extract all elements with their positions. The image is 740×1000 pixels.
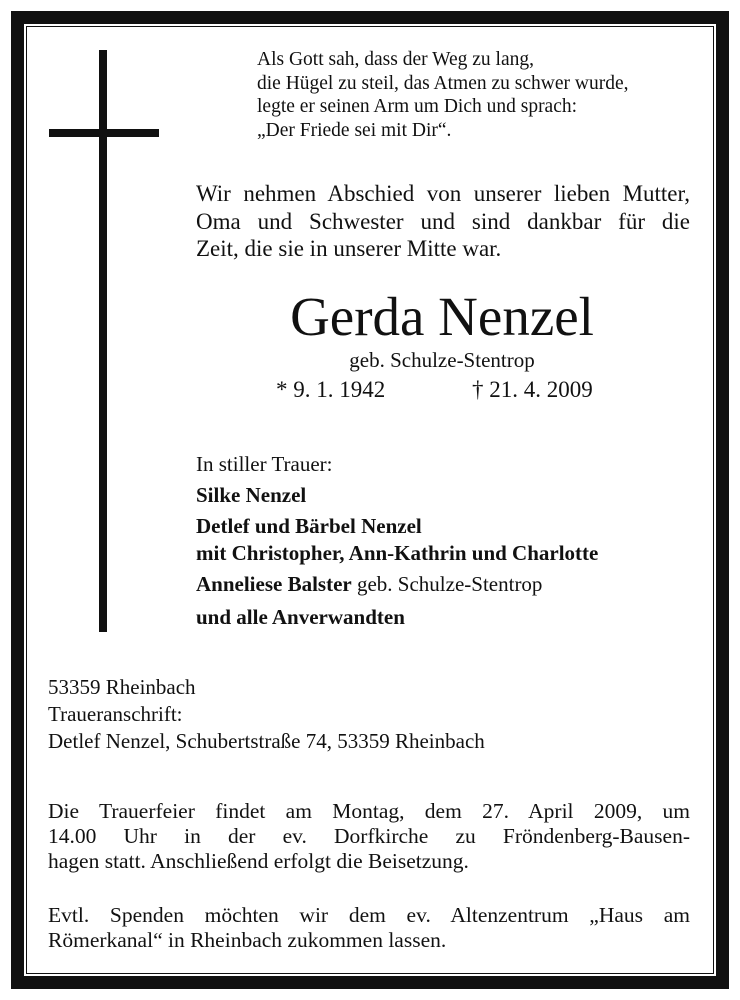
service-info <box>48 799 690 874</box>
address-label: Traueranschrift: <box>48 702 183 726</box>
donations-line: Römerkanal“ in Rheinbach zukommen lassen. <box>48 928 447 952</box>
donations-line: Evtl. Spenden möchten wir dem ev. Altenzentrum „Haus am <box>48 903 690 927</box>
mourner-name: mit Christopher, Ann-Kathrin und Charlotte <box>196 541 599 565</box>
mourner-name-bold: Anneliese Balster <box>196 572 352 596</box>
donations-info <box>48 903 690 953</box>
farewell-line: Wir nehmen Abschied von unserer lieben Mutter, <box>196 181 690 206</box>
service-line: Die Trauerfeier findet am Montag, dem 27. April 2009, um <box>48 799 690 823</box>
mourners-intro: In stiller Trauer: <box>196 452 333 476</box>
death-date: † 21. 4. 2009 <box>472 377 593 402</box>
deceased-name: Gerda Nenzel <box>290 286 594 347</box>
service-line: hagen statt. Anschließend erfolgt die Beisetzung. <box>48 849 469 873</box>
mourner-name: Silke Nenzel <box>196 483 307 507</box>
service-line: 14.00 Uhr in der ev. Dorfkirche zu Fröndenberg-Bausen- <box>48 824 690 848</box>
mourner-name: Detlef und Bärbel Nenzel <box>196 514 422 538</box>
farewell-line: Oma und Schwester und sind dankbar für die <box>196 208 690 234</box>
mourner-name: und alle Anverwandten <box>196 605 405 629</box>
poem-line: legte er seinen Arm um Dich und sprach: <box>257 96 578 117</box>
poem-line: „Der Friede sei mit Dir“. <box>257 119 452 141</box>
poem-line: die Hügel zu steil, das Atmen zu schwer wurde, <box>257 72 629 94</box>
farewell-line: Zeit, die sie in unserer Mitte war. <box>196 236 502 261</box>
poem-line: Als Gott sah, dass der Weg zu lang, <box>257 49 534 70</box>
maiden-name: geb. Schulze-Stentrop <box>349 348 535 372</box>
farewell-text <box>196 180 690 263</box>
cross-icon-bar <box>49 129 159 137</box>
cross-icon <box>99 50 107 632</box>
birth-date: * 9. 1. 1942 <box>276 377 386 402</box>
poem <box>257 48 628 142</box>
mourner-maiden-name: geb. Schulze-Stentrop <box>351 572 543 596</box>
address-block <box>48 674 485 755</box>
mourner-name <box>196 571 542 597</box>
address-city: 53359 Rheinbach <box>48 675 196 699</box>
address-full: Detlef Nenzel, Schubertstraße 74, 53359 Rheinbach <box>48 729 485 753</box>
